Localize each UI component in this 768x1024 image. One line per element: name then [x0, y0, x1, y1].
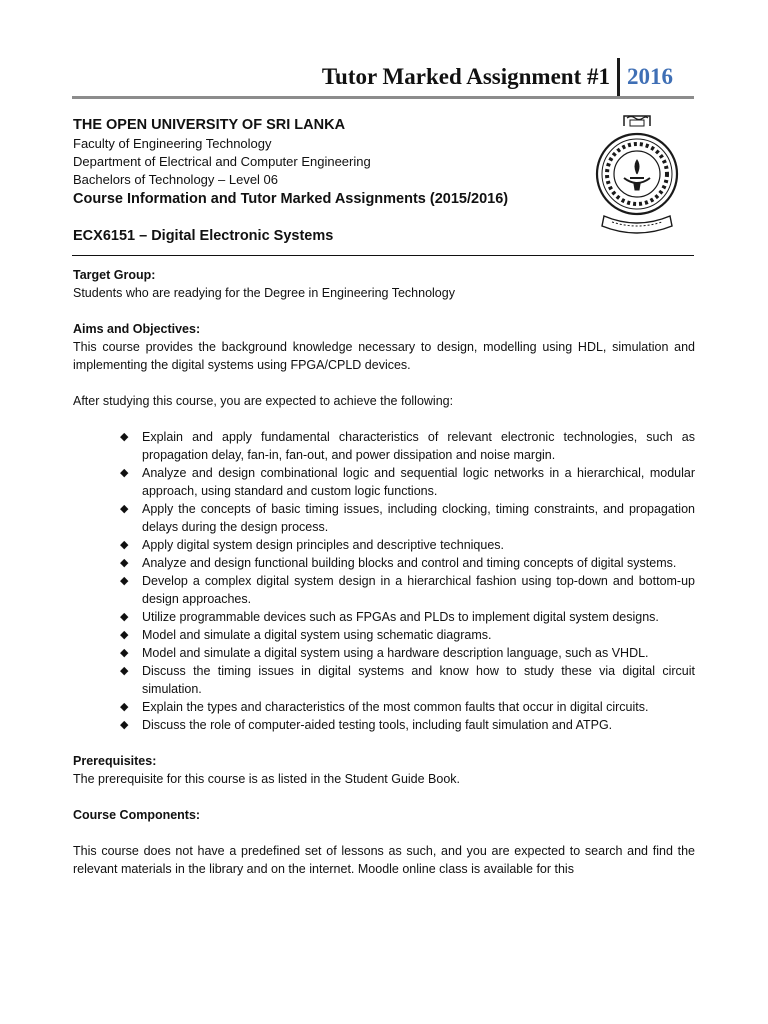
header-year: 2016 [627, 64, 673, 89]
list-item: ◆ Model and simulate a digital system using schematic diagrams. [120, 628, 492, 642]
program-name: Bachelors of Technology – Level 06 [73, 172, 279, 187]
list-item: ◆ Model and simulate a digital system using a hardware description language, such as VHDL. [120, 646, 649, 660]
bullet-diamond-icon: ◆ [120, 611, 129, 623]
bullet-diamond-icon: ◆ [120, 467, 129, 479]
prerequisites-text: The prerequisite for this course is as listed in the Student Guide Book. [73, 772, 461, 786]
list-item: ◆ Analyze and design functional building blocks and control and timing concepts of digital systems. [120, 556, 677, 570]
bullet-diamond-icon: ◆ [120, 665, 129, 677]
bullet-diamond-icon: ◆ [120, 539, 129, 551]
course-code-title: ECX6151 – Digital Electronic Systems [73, 228, 334, 244]
document-body [73, 266, 695, 878]
faculty-name: Faculty of Engineering Technology [73, 136, 272, 151]
bullet-diamond-icon: ◆ [120, 503, 129, 515]
list-item: ◆ Develop a complex digital system design in a hierarchical fashion using top-down and bottom-up design approaches. [120, 574, 695, 606]
course-info-title: Course Information and Tutor Marked Assignments (2015/2016) [73, 191, 509, 207]
header-divider [617, 58, 620, 96]
list-item: ◆ Explain and apply fundamental characteristics of relevant electronic technologies, such as propagation delay, fan-in, fan-out, and power dissipation and noise margin. [120, 430, 695, 462]
institution-block [73, 116, 593, 208]
objectives-list [73, 428, 695, 734]
list-item: ◆ Analyze and design combinational logic and sequential logic networks in a hierarchical, modular approach, using standard and custom logic functions. [120, 466, 695, 498]
course-components-text: This course does not have a predefined set of lessons as such, and you are expected to search and find the relevant materials in the library and on the internet. Moodle online class is available for this [73, 844, 695, 876]
department-name: Department of Electrical and Computer Engineering [73, 154, 371, 169]
bullet-diamond-icon: ◆ [120, 431, 129, 443]
list-item: ◆ Apply digital system design principles and descriptive techniques. [120, 538, 504, 552]
university-name: THE OPEN UNIVERSITY OF SRI LANKA [73, 117, 346, 133]
bullet-diamond-icon: ◆ [120, 647, 129, 659]
list-item: ◆ Discuss the role of computer-aided testing tools, including fault simulation and ATPG. [120, 718, 613, 732]
list-item: ◆ Apply the concepts of basic timing issues, including clocking, timing constraints, and propagation delays during the design process. [120, 502, 695, 534]
header-title: Tutor Marked Assignment #1 [321, 64, 610, 89]
aims-text: This course provides the background knowledge necessary to design, modelling using HDL, simulation and implementing the digital systems using FPGA/CPLD devices. [73, 340, 695, 372]
bullet-diamond-icon: ◆ [120, 719, 129, 731]
course-components-heading: Course Components: [73, 808, 201, 822]
target-group-heading: Target Group: [73, 268, 156, 282]
course-code-rule [72, 255, 694, 256]
list-item: ◆ Utilize programmable devices such as FPGAs and PLDs to implement digital system designs. [120, 610, 659, 624]
prerequisites-heading: Prerequisites: [73, 754, 157, 768]
bullet-diamond-icon: ◆ [120, 575, 129, 587]
bullet-diamond-icon: ◆ [120, 629, 129, 641]
list-item: ◆ Discuss the timing issues in digital systems and know how to study these via digital circuit simulation. [120, 664, 695, 696]
target-group-text: Students who are readying for the Degree in Engineering Technology [73, 286, 455, 300]
header-rule [72, 96, 694, 99]
list-item: ◆ Explain the types and characteristics of the most common faults that occur in digital circuits. [120, 700, 649, 714]
after-studying-text: After studying this course, you are expected to achieve the following: [73, 394, 454, 408]
bullet-diamond-icon: ◆ [120, 557, 129, 569]
page-header [0, 58, 768, 100]
aims-heading: Aims and Objectives: [73, 322, 201, 336]
university-seal-icon [594, 112, 680, 240]
bullet-diamond-icon: ◆ [120, 701, 129, 713]
